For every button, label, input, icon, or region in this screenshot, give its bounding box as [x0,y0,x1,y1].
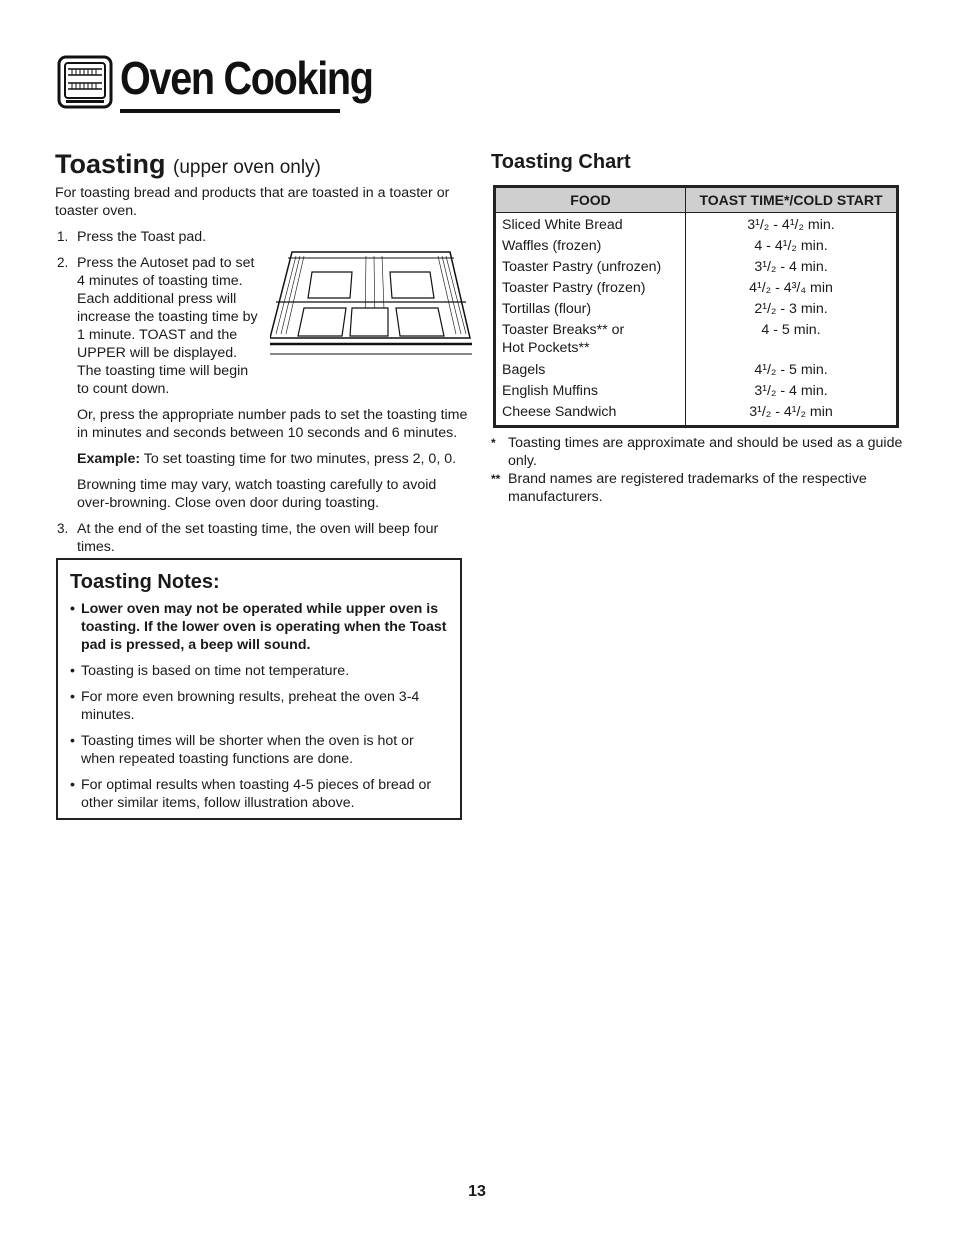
title-underline [120,109,340,113]
step-number: 1. [57,229,69,244]
toasting-intro: For toasting bread and products that are toasted in a toaster or toaster oven. [55,185,450,219]
note-item: • Toasting times will be shorter when the oven is hot or when repeated toasting functions are done. [70,732,448,768]
example-text: To set toasting time for two minutes, press 2, 0, 0. [140,451,457,467]
table-row [495,237,898,258]
note-item: • Lower oven may not be operated while upper oven is toasting. If the lower oven is operating when the Toast pad is pressed, a beep will sound. [70,600,448,654]
toasting-chart-table [493,185,899,428]
page-title: Oven Cooking [120,52,373,104]
toasting-title: Toasting [55,149,166,179]
time-cell: 4 - 5 min. [761,322,821,338]
table-row [495,403,898,427]
footnote [491,434,903,470]
example-label: Example: [77,451,141,467]
table-row [495,279,898,300]
food-cell: Toaster Pastry (unfrozen) [495,258,686,279]
food-cell: Tortillas (flour) [495,300,686,321]
food-cell [495,321,686,361]
step-text: Press the Toast pad. [77,229,207,245]
step-text: Press the Autoset pad to set 4 minutes of toasting time. Each additional press will increase the toasting time by 1 minute. TOAST and the UPPER will be displayed. The toasting time will begin to count down. [77,255,258,397]
food-cell: Toaster Pastry (frozen) [495,279,686,300]
time-cell: 4¹/₂ - 4³/₄ min [749,280,833,296]
food-line: Hot Pockets** [502,340,590,356]
table-row [495,213,898,238]
food-cell: Waffles (frozen) [495,237,686,258]
food-cell: Bagels [495,361,686,382]
or-paragraph: Or, press the appropriate number pads to set the toasting time in minutes and seconds between 10 seconds and 6 minutes. [77,407,468,441]
table-row [495,382,898,403]
time-cell: 3¹/₂ - 4 min. [754,259,828,275]
step-text: At the end of the set toasting time, the oven will beep four times. [77,521,439,555]
toasting-chart-section [491,148,903,506]
food-cell: Cheese Sandwich [495,403,686,427]
example-paragraph [55,450,470,468]
column-header-food: FOOD [495,187,686,213]
toasting-rack-illustration [270,250,472,362]
toasting-subtitle: (upper oven only) [173,157,321,178]
time-cell: 3¹/₂ - 4¹/₂ min [749,404,833,420]
table-row [495,300,898,321]
time-cell: 3¹/₂ - 4 min. [754,383,828,399]
table-row [495,258,898,279]
page-number: 13 [468,1183,486,1200]
column-header-time: TOAST TIME*/COLD START [686,187,898,213]
step-1 [55,228,470,246]
footnote-mark: * [491,436,496,450]
step-number: 2. [57,255,69,270]
table-header-row [495,187,898,213]
notes-title: Toasting Notes: [70,571,220,593]
browning-paragraph: Browning time may vary, watch toasting carefully to avoid over-browning. Close oven door during toasting. [77,477,437,511]
toasting-section [55,148,470,556]
toasting-heading [55,148,470,184]
food-cell: English Muffins [495,382,686,403]
table-row [495,361,898,382]
step-3 [55,520,470,556]
chart-footnotes [491,434,903,506]
footnote [491,470,903,506]
oven-icon [56,53,114,111]
footnote-mark: ** [491,472,501,486]
food-line: Toaster Breaks** or [502,322,625,338]
time-cell: 3¹/₂ - 4¹/₂ min. [747,217,835,233]
note-item: • For more even browning results, preheat the oven 3-4 minutes. [70,688,448,724]
time-cell: 4¹/₂ - 5 min. [754,362,828,378]
note-item: • For optimal results when toasting 4-5 pieces of bread or other similar items, follow illustration above. [70,776,448,812]
footnote-text: Toasting times are approximate and should be used as a guide only. [508,435,903,469]
step-number: 3. [57,521,69,536]
time-cell: 4 - 4¹/₂ min. [754,238,828,254]
table-row [495,321,898,361]
toasting-notes-box [56,558,462,820]
food-cell: Sliced White Bread [495,213,686,238]
note-item: • Toasting is based on time not temperature. [70,662,448,680]
time-cell: 2¹/₂ - 3 min. [754,301,828,317]
step-2 [55,254,470,398]
footnote-text: Brand names are registered trademarks of the respective manufacturers. [508,471,867,505]
chart-title: Toasting Chart [491,151,631,173]
